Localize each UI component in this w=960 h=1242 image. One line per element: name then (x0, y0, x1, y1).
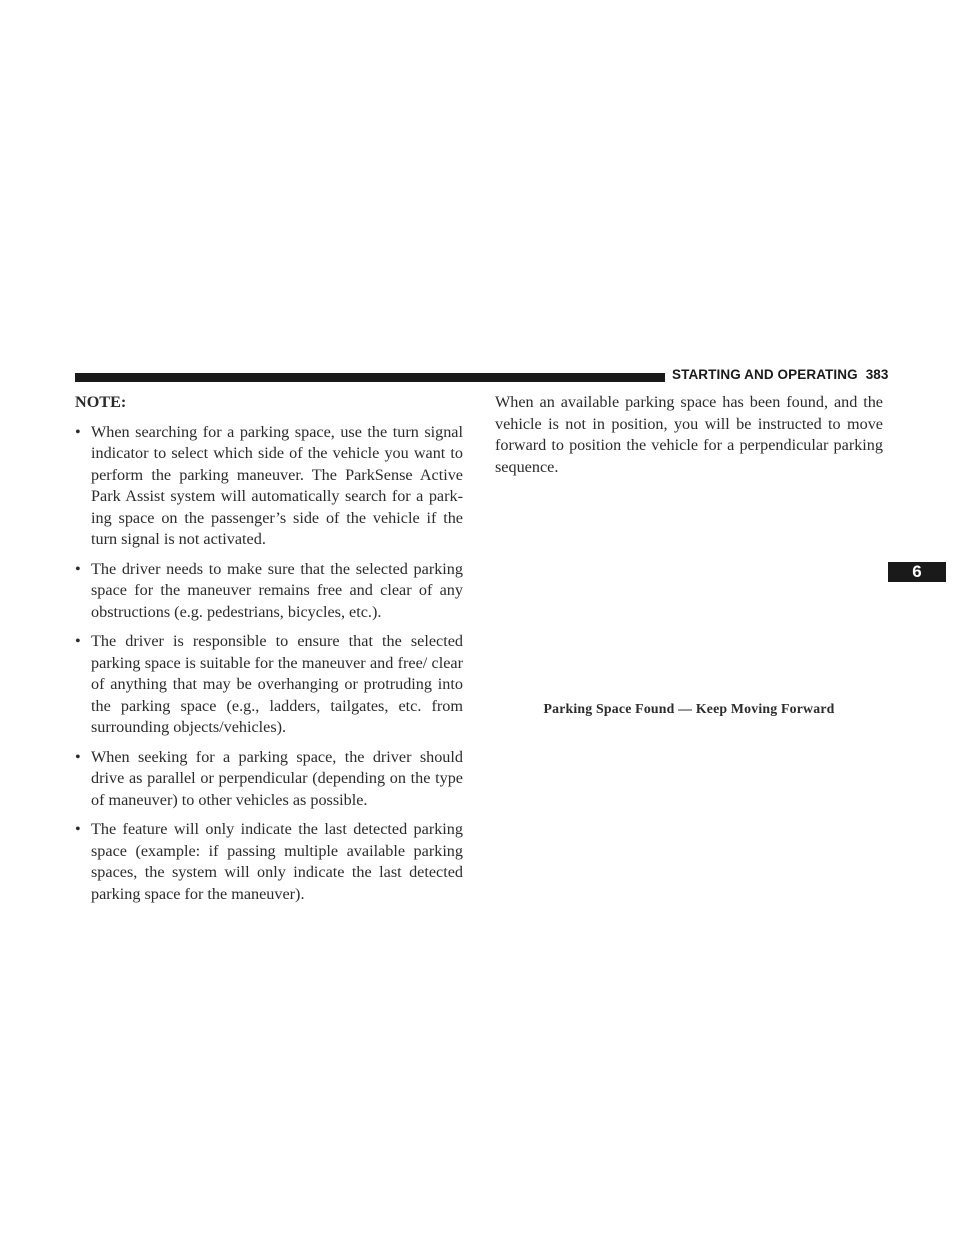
note-bullet-list (75, 422, 463, 906)
chapter-tab: 6 (888, 562, 946, 582)
bullet-mark: • (75, 747, 81, 766)
bullet-text: The driver is responsible to ensure that the selected parking space is suitable for the maneuver and free/ clear of anything that may be overhanging or protruding into the parking space (e.g., ladders, tailgates, etc. from surrounding objects/vehicles). (91, 632, 463, 736)
left-column (75, 392, 463, 913)
note-bullet-item (75, 747, 463, 812)
note-bullet-item (75, 819, 463, 905)
section-title: STARTING AND OPERATING (672, 367, 858, 382)
right-column (495, 392, 883, 478)
bullet-text: The driver needs to make sure that the selected parking space for the maneuver remains free and clear of any obstructions (e.g. pedestrians, bicycles, etc.). (91, 559, 463, 621)
bullet-text: When seeking for a parking space, the driver should drive as parallel or perpendicular (depending on the type of maneuver) to other vehicles as possible. (91, 747, 463, 809)
bullet-mark: • (75, 632, 81, 650)
running-header (672, 367, 889, 382)
bullet-mark: • (75, 422, 81, 441)
note-title: NOTE: (75, 393, 127, 411)
page-number: 383 (865, 367, 889, 382)
note-bullet-item (75, 631, 463, 739)
figure-caption: Parking Space Found — Keep Moving Forward (543, 701, 835, 716)
body-paragraph: When an available parking space has been found, and the vehicle is not in position, you will be instructed to move forward to position the vehicle for a perpendicular parking sequence. (495, 393, 883, 476)
header-rule (75, 373, 665, 382)
bullet-mark: • (75, 820, 81, 838)
bullet-mark: • (75, 559, 81, 578)
note-bullet-item (75, 559, 463, 624)
bullet-text: When searching for a parking space, use the turn signal indicator to select which side of the vehicle you want to perform the parking maneuver. The ParkSense Active Park Assist system will automatically search for a park- ing space on the passenger’s side of the vehicle if the turn signal is not activated. (91, 422, 463, 548)
note-bullet-item (75, 422, 463, 551)
bullet-text: The feature will only indicate the last detected parking space (example: if passing multiple available parking spaces, the system will only indicate the last detected parking space for the maneuver). (91, 820, 463, 903)
